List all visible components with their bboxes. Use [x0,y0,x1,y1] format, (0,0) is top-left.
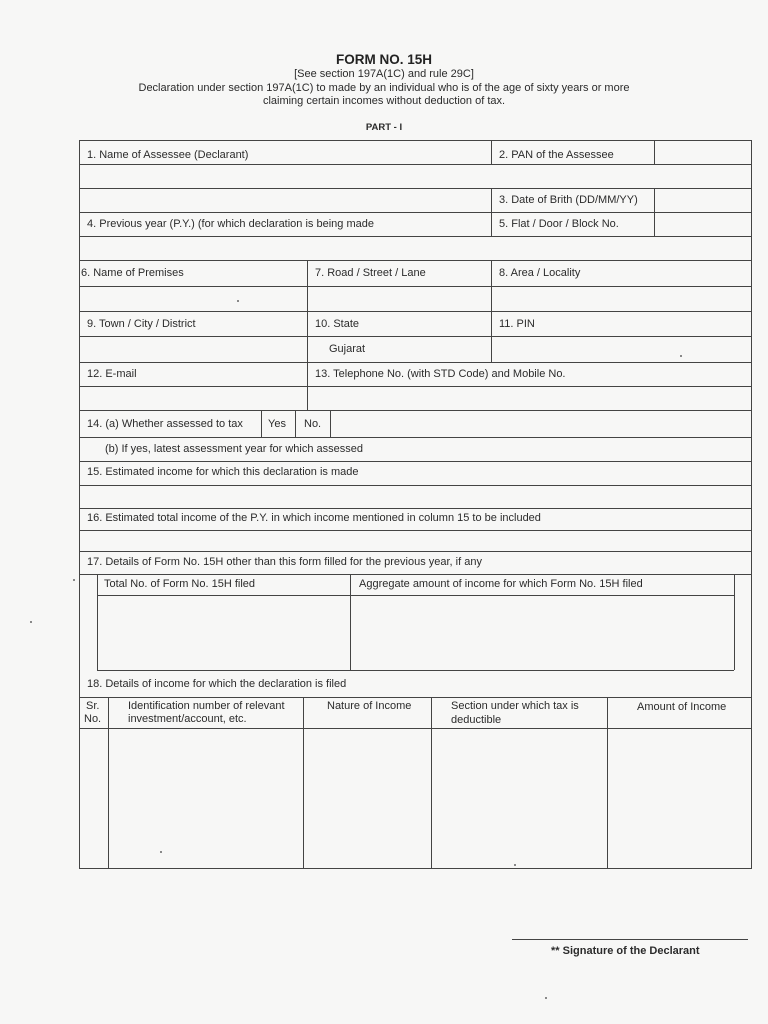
col-rule [491,260,492,362]
scan-speck [680,355,682,357]
field-state-value: Gujarat [329,343,366,355]
form-title: FORM NO. 15H [335,52,432,67]
col-rule [295,410,296,437]
scan-speck [237,300,239,302]
table-top-border [79,140,752,141]
field-assessed-no: No. [304,418,322,430]
row-rule [79,286,752,287]
f17-header-rule [97,595,734,596]
scan-speck [160,851,162,853]
f17-left-rule [97,574,98,670]
income-col-rule [431,697,432,868]
table-right-border [751,140,752,868]
field-name-of-premises: 6. Name of Premises [81,267,184,279]
field-pan: 2. PAN of the Assessee [499,149,614,161]
row-rule [79,437,752,438]
field-name-of-assessee: 1. Name of Assessee (Declarant) [87,149,249,161]
row-rule [79,508,752,509]
field-estimated-total-income: 16. Estimated total income of the P.Y. in which income mentioned in column 15 to be included [87,512,541,524]
row-rule [79,551,752,552]
row-rule [79,212,491,213]
signature-line [512,939,748,940]
f17-col-aggregate-amount: Aggregate amount of income for which Form No. 15H filed [359,578,643,590]
field-state: 10. State [315,318,360,330]
scan-speck [30,621,32,623]
signature-label: ** Signature of the Declarant [551,945,700,957]
income-col-rule [607,697,608,868]
income-header-sr: Sr. [86,700,100,712]
col-rule [491,188,492,236]
field-email: 12. E-mail [87,368,137,380]
row-rule [79,236,752,237]
col-rule [654,188,655,236]
form-subtitle: [See section 197A(1C) and rule 29C] [294,68,474,80]
row-rule [491,212,752,213]
scan-speck [514,864,516,866]
income-header-investment: investment/account, etc. [128,713,247,725]
field-previous-year: 4. Previous year (P.Y.) (for which declaration is being made [87,218,374,230]
row-rule [79,461,752,462]
field-area-locality: 8. Area / Locality [499,267,581,279]
row-rule [79,164,752,165]
row-rule [79,485,752,486]
row-rule [79,336,752,337]
table-left-border [79,140,80,868]
f17-right-rule [734,574,735,670]
income-header-nature: Nature of Income [327,700,412,712]
income-header-deductible: deductible [451,714,502,726]
field-telephone: 13. Telephone No. (with STD Code) and Mobile No. [315,368,566,380]
field-income-details: 18. Details of income for which the declaration is filed [87,678,347,690]
col-rule [330,410,331,437]
col-rule [491,140,492,164]
income-header-identification: Identification number of relevant [128,700,285,712]
field-assessed-yes: Yes [268,418,286,430]
field-estimated-income: 15. Estimated income for which this declaration is made [87,466,359,478]
income-header-section: Section under which tax is [451,700,579,712]
row-rule [79,697,752,698]
income-col-rule [303,697,304,868]
form-description-line2: claiming certain incomes without deduction of tax. [262,95,506,107]
col-rule [307,260,308,362]
income-header-amount: Amount of Income [637,701,727,713]
field-other-forms: 17. Details of Form No. 15H other than this form filled for the previous year, if any [87,556,482,568]
f17-bottom-rule [97,670,734,671]
field-pin: 11. PIN [499,318,535,330]
table-bottom-border [79,868,752,869]
field-date-of-birth: 3. Date of Brith (DD/MM/YY) [499,194,638,206]
row-rule [79,386,752,387]
scan-speck [545,997,547,999]
row-rule [79,728,752,729]
row-rule [79,574,752,575]
col-rule [307,362,308,410]
row-rule [79,311,752,312]
field-road-street-lane: 7. Road / Street / Lane [315,267,426,279]
col-rule [654,140,655,164]
income-header-no: No. [84,713,102,725]
col-rule [261,410,262,437]
scan-speck [73,579,75,581]
row-rule [79,188,752,189]
row-rule [79,260,752,261]
row-rule [79,530,752,531]
f17-mid-rule [350,574,351,670]
row-rule [79,362,752,363]
income-col-rule [108,697,109,868]
field-flat-door-block: 5. Flat / Door / Block No. [499,218,619,230]
form-description-line1: Declaration under section 197A(1C) to made by an individual who is of the age of sixty years or more [138,82,630,94]
field-assessed-to-tax: 14. (a) Whether assessed to tax [87,418,243,430]
field-latest-assessment-year: (b) If yes, latest assessment year for which assessed [105,443,363,455]
part-heading: PART - I [365,122,403,133]
row-rule [79,410,752,411]
field-town-city-district: 9. Town / City / District [87,318,196,330]
f17-col-total-forms: Total No. of Form No. 15H filed [104,578,256,590]
